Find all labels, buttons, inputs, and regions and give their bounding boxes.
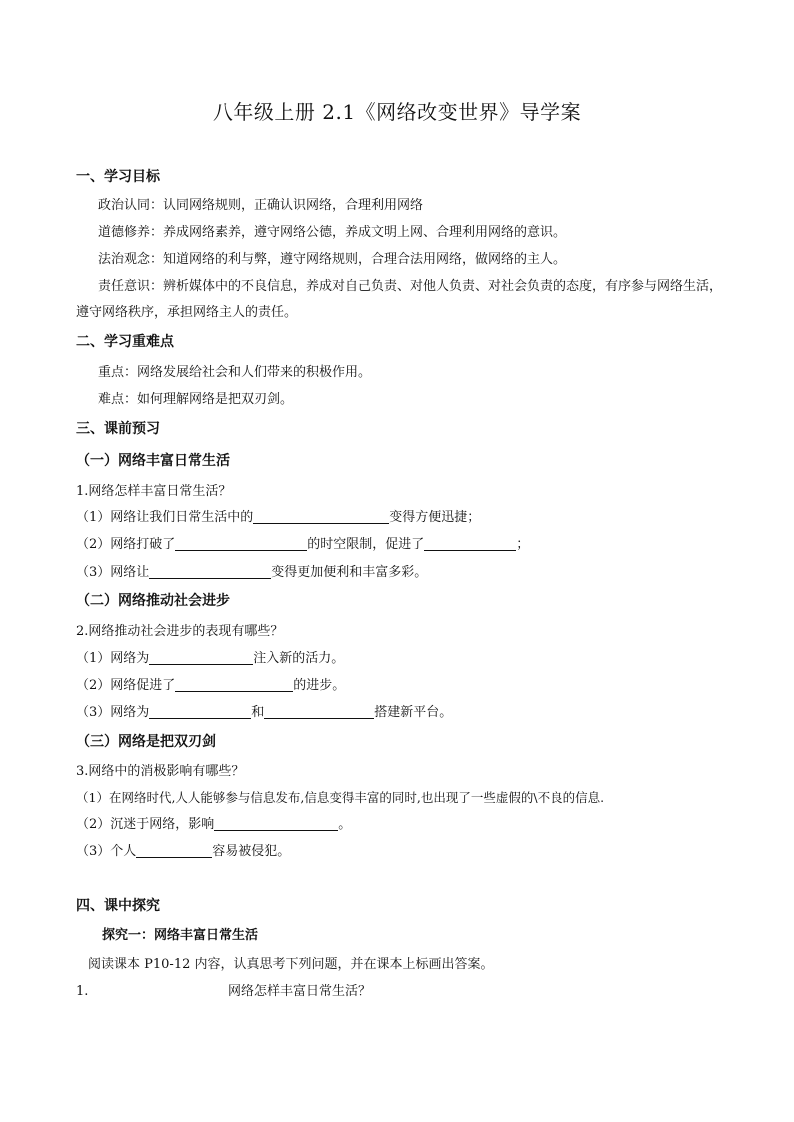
blank-field[interactable] bbox=[149, 564, 271, 579]
difficult-point: 难点：如何理解网络是把双刃剑。 bbox=[98, 392, 294, 407]
blank-field[interactable] bbox=[149, 650, 253, 665]
blank-field[interactable] bbox=[175, 677, 293, 692]
key-point: 重点：网络发展给社会和人们带来的积极作用。 bbox=[98, 365, 372, 380]
fill-line-1-2: （2）网络打破了 的时空限制，促进了 ； bbox=[76, 537, 530, 552]
blank-field[interactable] bbox=[175, 536, 307, 551]
goal-law: 法治观念：知道网络的利与弊，遵守网络规则，合理合法用网络，做网络的主人。 bbox=[98, 252, 567, 267]
question-1: 1.网络怎样丰富日常生活？ bbox=[76, 484, 232, 499]
question-2: 2.网络推动社会进步的表现有哪些？ bbox=[76, 624, 284, 639]
page-title: 八年级上册 2.1《网络改变世界》导学案 bbox=[212, 100, 582, 124]
fill-line-3-1: （1）在网络时代,人人能够参与信息发布,信息变得丰富的同时,也出现了一些虚假的\不良的信息. bbox=[76, 790, 605, 805]
fill-line-1-3: （3）网络让 变得更加便利和丰富多彩。 bbox=[76, 565, 428, 580]
section-heading-goals: 一、学习目标 bbox=[76, 169, 160, 185]
subheading-daily-life: （一）网络丰富日常生活 bbox=[76, 453, 230, 469]
section-heading-keypoints: 二、学习重难点 bbox=[76, 334, 174, 350]
goal-moral: 道德修养：养成网络素养，遵守网络公德，养成文明上网、合理利用网络的意识。 bbox=[98, 225, 567, 240]
question-3: 3.网络中的消极影响有哪些？ bbox=[76, 764, 245, 779]
subheading-social-progress: （二）网络推动社会进步 bbox=[76, 593, 230, 609]
goal-responsibility: 责任意识：辨析媒体中的不良信息，养成对自己负责、对他人负责、对社会负责的态度，有序参与网络生活，遵守网络秩序，承担网络主人的责任。 bbox=[76, 279, 723, 320]
fill-line-2-2: （2）网络促进了 的进步。 bbox=[76, 678, 346, 693]
blank-field[interactable] bbox=[264, 704, 374, 719]
blank-field[interactable] bbox=[136, 843, 212, 858]
fill-line-1-1: （1）网络让我们日常生活中的 变得方便迅捷； bbox=[76, 510, 481, 525]
fill-line-3-2: （2）沉迷于网络，影响 。 bbox=[76, 817, 352, 832]
blank-field[interactable] bbox=[253, 509, 389, 524]
explore-question-number: 1. bbox=[76, 984, 89, 999]
fill-line-2-3: （3）网络为 和 搭建新平台。 bbox=[76, 705, 453, 720]
explore-question: 网络怎样丰富日常生活？ bbox=[228, 984, 372, 999]
blank-field[interactable] bbox=[214, 816, 338, 831]
fill-line-2-1: （1）网络为 注入新的活力。 bbox=[76, 651, 345, 666]
blank-field[interactable] bbox=[149, 704, 251, 719]
explore-instruction: 阅读课本 P10-12 内容，认真思考下列问题，并在课本上标画出答案。 bbox=[88, 957, 494, 972]
section-heading-preview: 三、课前预习 bbox=[76, 421, 160, 437]
blank-field[interactable] bbox=[424, 536, 516, 551]
fill-line-3-3: （3）个人 容易被侵犯。 bbox=[76, 844, 291, 859]
goal-political: 政治认同：认同网络规则，正确认识网络，合理利用网络 bbox=[98, 198, 424, 213]
section-heading-explore: 四、课中探究 bbox=[76, 898, 160, 914]
explore-one-heading: 探究一：网络丰富日常生活 bbox=[102, 928, 259, 943]
subheading-double-edged: （三）网络是把双刃剑 bbox=[76, 734, 216, 750]
